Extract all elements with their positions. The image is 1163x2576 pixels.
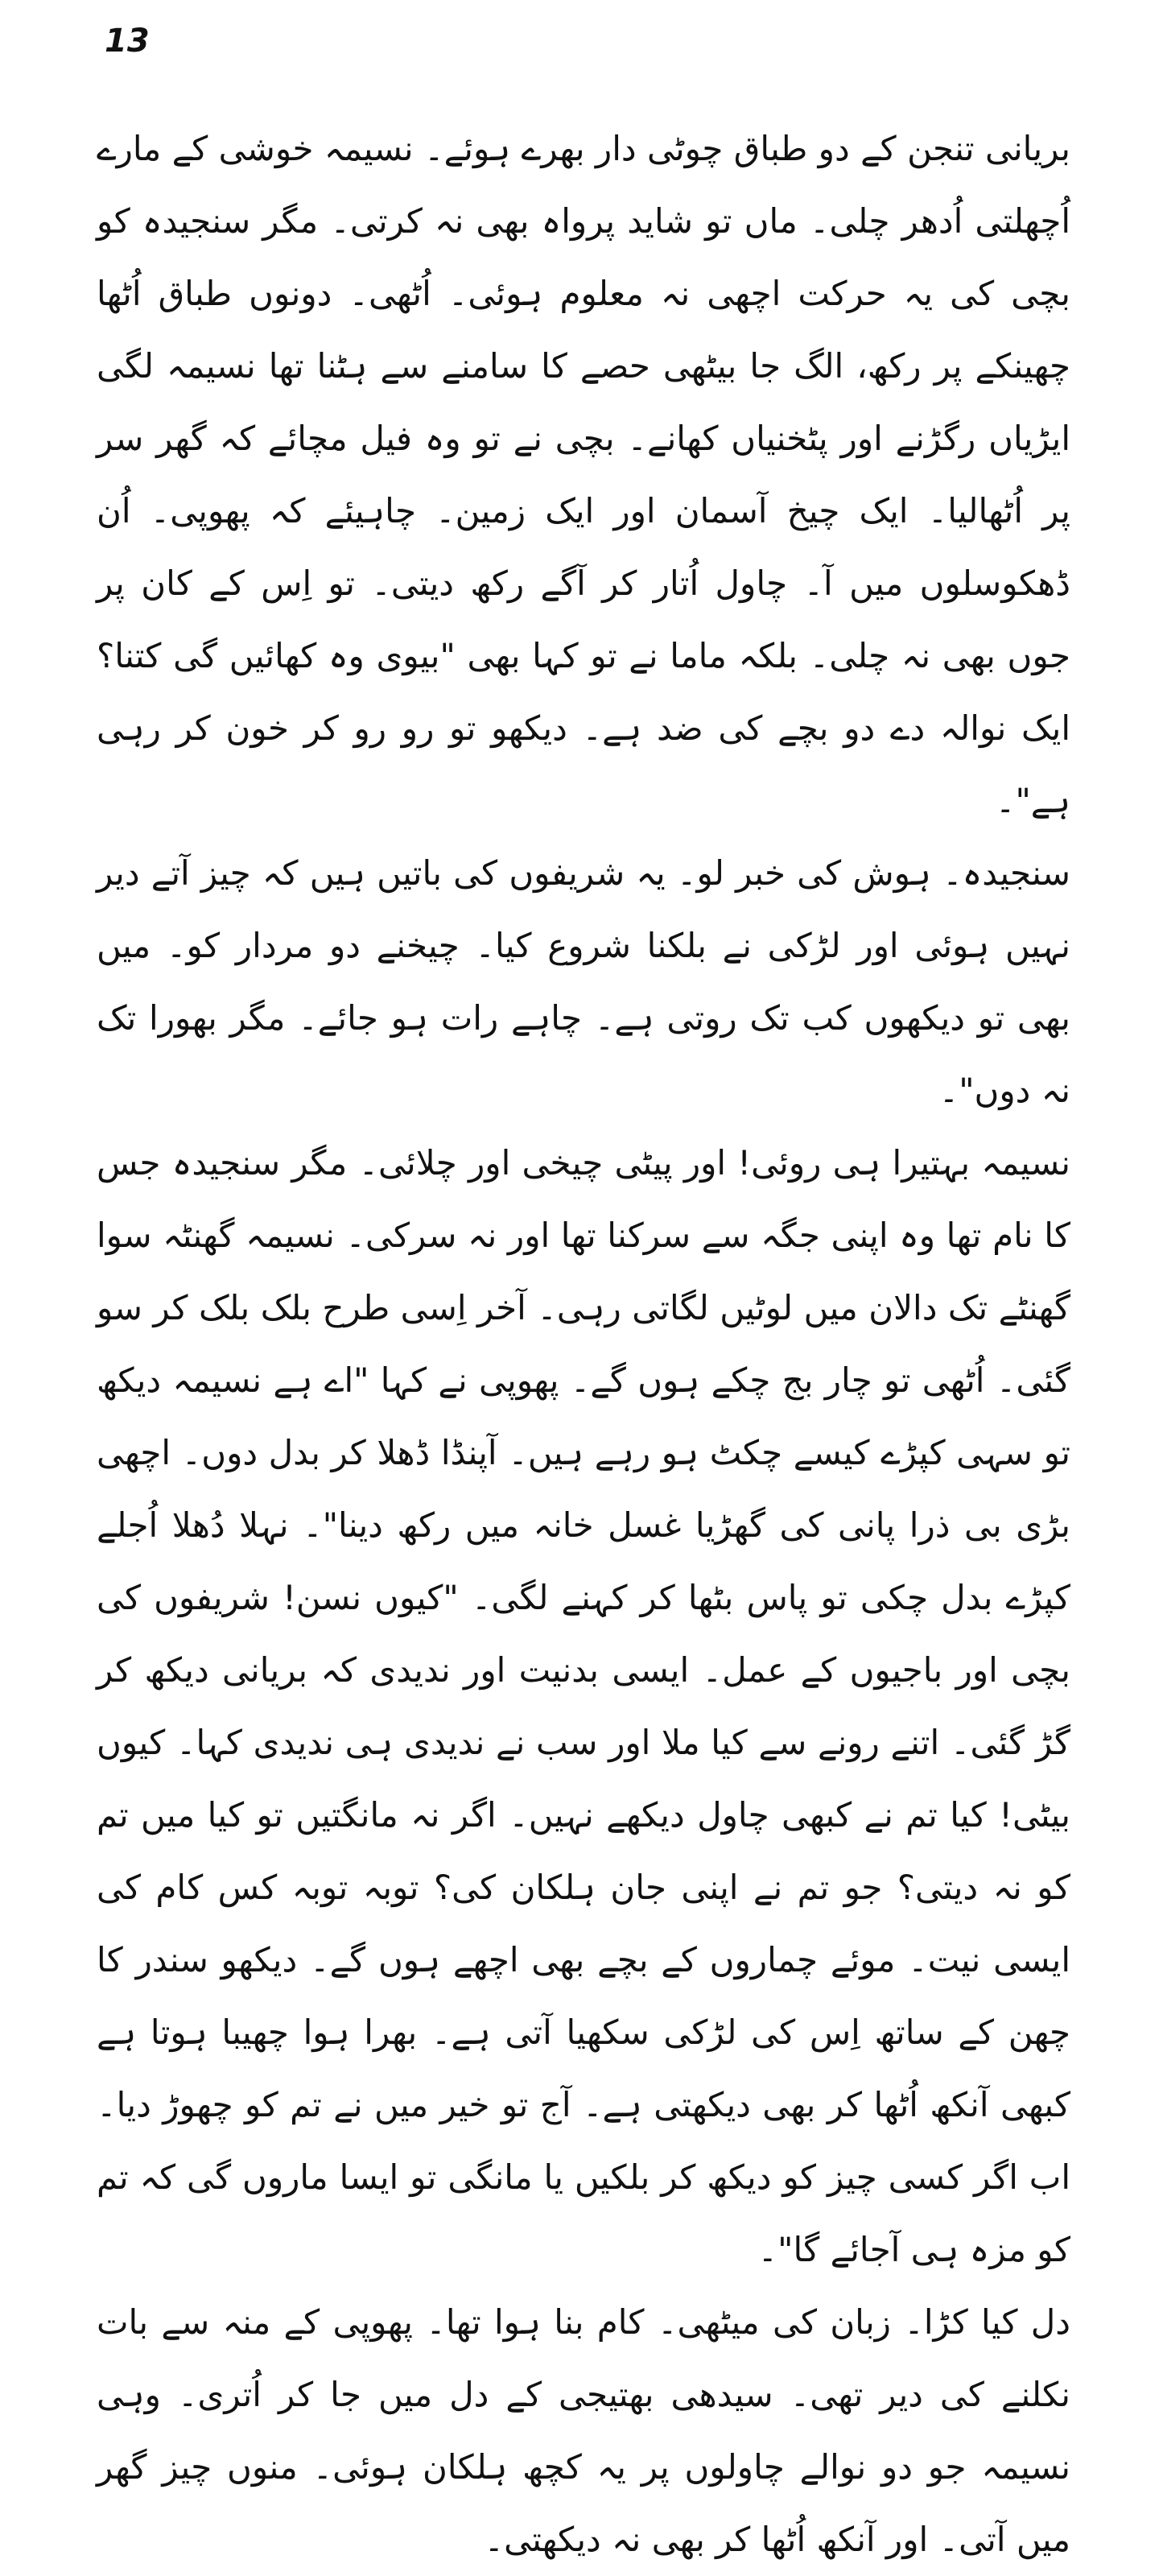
paragraph-4: دل کیا کڑا۔ زبان کی میٹھی۔ کام بنا ہوا تھا۔ پھوپی کے منہ سے بات نکلنے کی دیر تھی۔ سیدھی بھتیجی کے دل میں جا کر اُتری۔ وہی نسیمہ جو دو نوالے چاولوں پر یہ کچھ ہلکان ہوئی۔ منوں چیز گھر میں آتی۔ اور آنکھ اُٹھا کر بھی نہ دیکھتی۔ — [97, 2302, 1070, 2559]
paragraph-2: سنجیدہ۔ ہوش کی خبر لو۔ یہ شریفوں کی باتیں ہیں کہ چیز آتے دیر نہیں ہوئی اور لڑکی نے بلکنا شروع کیا۔ چیخنے دو مردار کو۔ میں بھی تو دیکھوں کب تک روتی ہے۔ چاہے رات ہو جائے۔ مگر بھورا تک نہ دوں"۔ — [97, 853, 1070, 1110]
paragraph-1: بریانی تنجن کے دو طباق چوٹی دار بھرے ہوئے۔ نسیمہ خوشی کے مارے اُچھلتی اُدھر چلی۔ ماں تو شاید پرواہ بھی نہ کرتی۔ مگر سنجیدہ کو بچی کی یہ حرکت اچھی نہ معلوم ہوئی۔ اُٹھی۔ دونوں طباق اُٹھا چھینکے پر رکھ، الگ جا بیٹھی حصے کا سامنے سے ہٹنا تھا نسیمہ لگی ایڑیاں رگڑنے اور پٹخنیاں کھانے۔ بچی نے تو وہ فیل مچائے کہ گھر سر پر اُٹھالیا۔ ایک چیخ آسمان اور ایک زمین۔ چاہیئے کہ پھوپی۔ اُن ڈھکوسلوں میں آ۔ چاول اُتار کر آگے رکھ دیتی۔ تو اِس کے کان پر جوں بھی نہ چلی۔ بلکہ ماما نے تو کہا بھی "بیوی وہ کھائیں گی کتنا؟ ایک نوالہ دے دو بچے کی ضد ہے۔ دیکھو تو رو رو کر خون کر رہی ہے"۔ — [97, 129, 1070, 820]
page-number: 13 — [105, 23, 150, 60]
body-text — [97, 113, 1070, 2576]
paragraph-3: نسیمہ بہتیرا ہی روئی! اور پیٹی چیخی اور چلائی۔ مگر سنجیدہ جس کا نام تھا وہ اپنی جگہ سے سرکنا تھا اور نہ سرکی۔ نسیمہ گھنٹہ سوا گھنٹے تک دالان میں لوٹیں لگاتی رہی۔ آخر اِسی طرح بلک بلک کر سو گئی۔ اُٹھی تو چار بج چکے ہوں گے۔ پھوپی نے کہا "اے ہے نسیمہ دیکھ تو سہی کپڑے کیسے چکٹ ہو رہے ہیں۔ آپنڈا ڈھلا کر بدل دوں۔ اچھی بڑی بی ذرا پانی کی گھڑیا غسل خانہ میں رکھ دینا"۔ نہلا دُھلا اُجلے کپڑے بدل چکی تو پاس بٹھا کر کہنے لگی۔ "کیوں نسن! شریفوں کی بچی اور باجیوں کے عمل۔ ایسی بدنیت اور ندیدی کہ بریانی دیکھ کر گڑ گئی۔ اتنے رونے سے کیا ملا اور سب نے ندیدی ہی ندیدی کہا۔ کیوں بیٹی! کیا تم نے کبھی چاول دیکھے نہیں۔ اگر نہ مانگتیں تو کیا میں تم کو نہ دیتی؟ جو تم نے اپنی جان ہلکان کی؟ توبہ توبہ کس کام کی ایسی نیت۔ موئے چماروں کے بچے بھی اچھے ہوں گے۔ دیکھو سندر کا چھن کے ساتھ اِس کی لڑکی سکھیا آتی ہے۔ بھرا ہوا چھیبا ہوتا ہے کبھی آنکھ اُٹھا کر بھی دیکھتی ہے۔ آج تو خیر میں نے تم کو چھوڑ دیا۔ اب اگر کسی چیز کو دیکھ کر بلکیں یا مانگی تو ایسا ماروں گی کہ تم کو مزہ ہی آجائے گا"۔ — [97, 1143, 1070, 2269]
